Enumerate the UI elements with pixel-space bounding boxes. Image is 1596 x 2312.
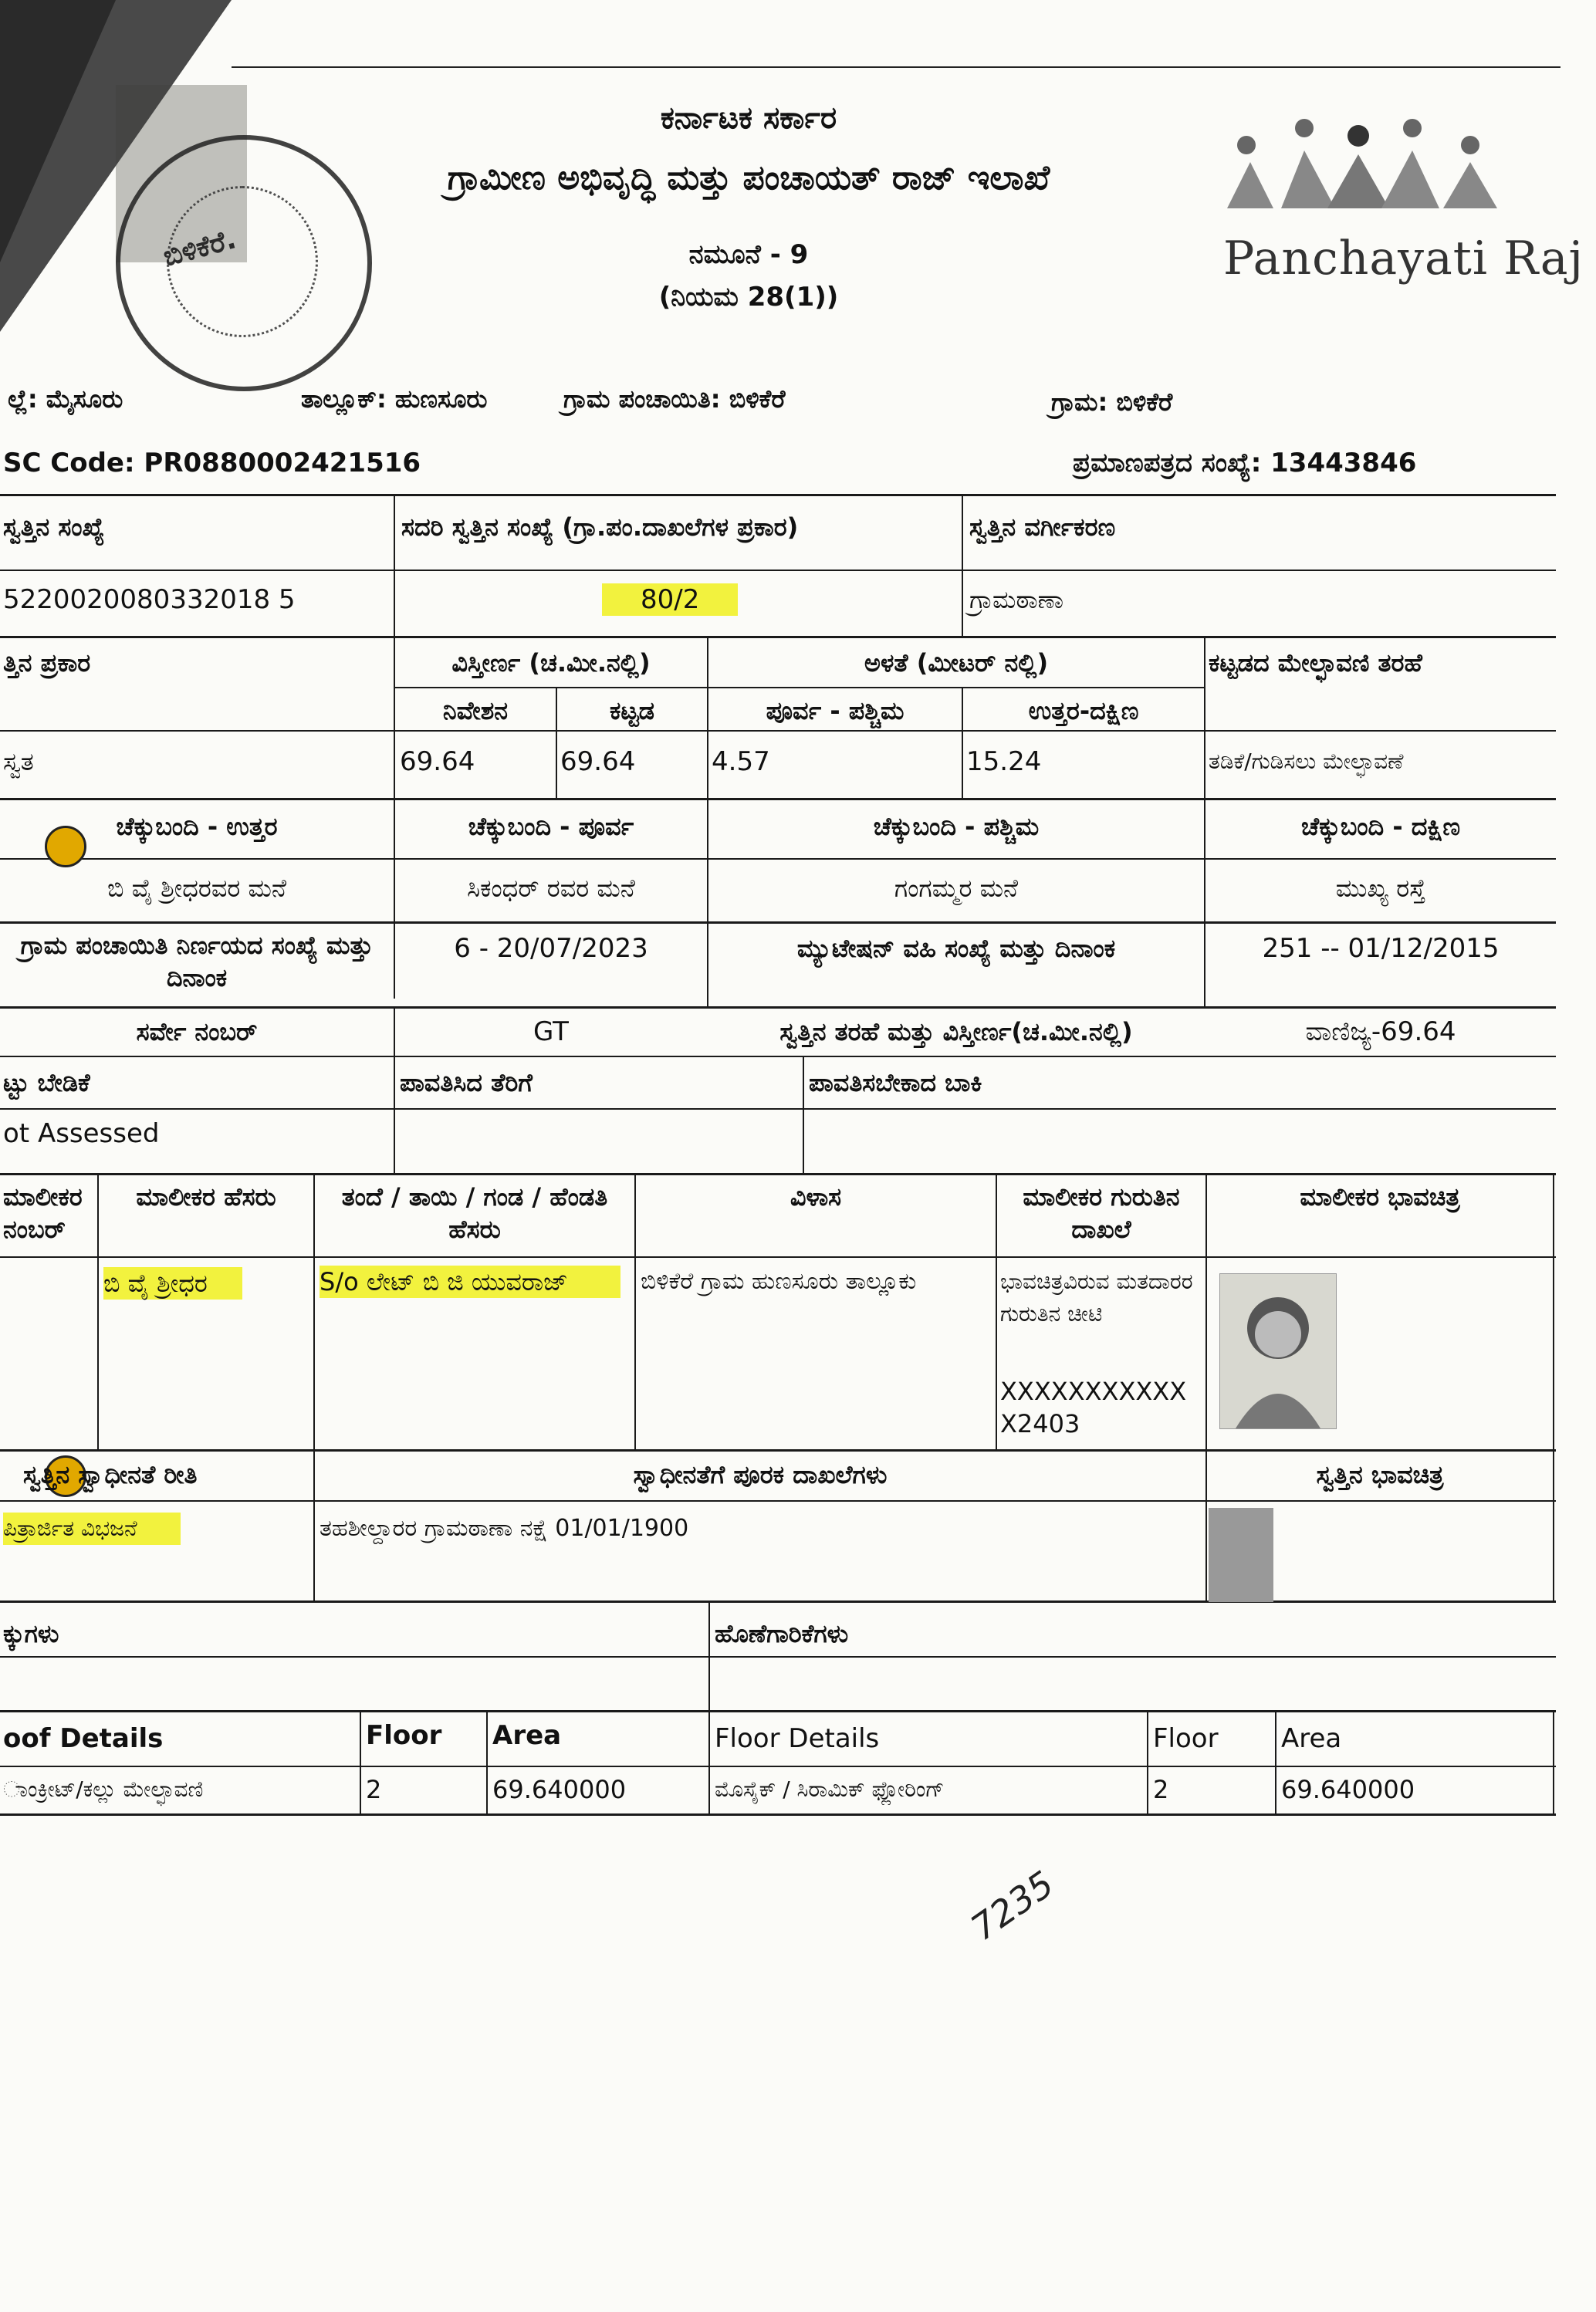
total-demand: ot Assessed (3, 1118, 160, 1149)
owner-name: ಬಿ ವೈ ಶ್ರೀಧರ (103, 1267, 242, 1300)
vline (634, 1173, 636, 1449)
building-area: 69.64 (560, 746, 636, 777)
header-usage: ಸ್ವತ್ತಿನ ತರಹೆ ಮತ್ತು ವಿಸ್ತೀರ್ಣ(ಚ.ಮೀ.ನಲ್ಲಿ) (779, 1017, 1133, 1046)
id-document-type: ಭಾವಚಿತ್ರವಿರುವ ಮತದಾರರ ಗುರುತಿನ ಚೀಟಿ (1000, 1269, 1193, 1327)
hline (0, 858, 1556, 860)
header-floor-2: Floor (1153, 1723, 1219, 1754)
header-property-number: ಸ್ವತ್ತಿನ ಸಂಖ್ಯೆ (3, 512, 105, 542)
west-boundary: ಗಂಗಮ್ಮರ ಮನೆ (894, 874, 1019, 903)
header-floor-1: Floor (366, 1720, 442, 1751)
header-north-south: ಉತ್ತರ-ದಕ್ಷಿಣ (1028, 696, 1139, 725)
ownership-documents: ತಹಶೀಲ್ದಾರರ ಗ್ರಾಮಠಾಣಾ ನಕ್ಷೆ 01/01/1900 (320, 1515, 689, 1542)
header-west-boundary: ಚೆಕ್ಕುಬಂದಿ - ಪಶ್ಚಿಮ (873, 812, 1040, 841)
header-property-photo: ಸ್ವತ್ತಿನ ಭಾವಚಿತ್ರ (1316, 1460, 1444, 1489)
owner-address: ಬಿಳಿಕೆರೆ ಗ್ರಾಮ ಹುಣಸೂರು ತಾಲ್ಲೂಕು (641, 1268, 917, 1295)
property-classification: ಗ್ರಾಮಠಾಣಾ (969, 585, 1063, 614)
hline (0, 1500, 1556, 1502)
gp-resolution: 6 - 20/07/2023 (454, 933, 648, 964)
header-id-document: ಮಾಲೀಕರ ಗುರುತಿನ ದಾಖಲೆ (1023, 1182, 1180, 1244)
vline (97, 1173, 99, 1449)
header-owner-number: ಮಾಲೀಕರ ನಂಬರ್ (3, 1182, 83, 1244)
header-due: ಪಾವತಿಸಬೇಕಾದ ಬಾಕಿ (809, 1068, 982, 1097)
header-classification: ಸ್ವತ್ತಿನ ವರ್ಗೀಕರಣ (969, 512, 1116, 542)
logo-text: Panchayati Raj (1223, 232, 1584, 286)
vline (1205, 1173, 1207, 1600)
hline (0, 1056, 1556, 1057)
header-liabilities: ಹೊಣೆಗಾರಿಕೆಗಳು (715, 1619, 849, 1648)
header-paid-tax: ಪಾವತಿಸಿದ ತೆರಿಗೆ (400, 1068, 533, 1097)
header-owner-photo: ಮಾಲೀಕರ ಭಾವಚಿತ್ರ (1300, 1182, 1460, 1212)
header-total-demand: ಟ್ಟು ಬೇಡಿಕೆ (3, 1068, 90, 1097)
header-survey-number: ಸರ್ವೇ ನಂಬರ್ (136, 1017, 258, 1046)
header-building: ಕಟ್ಟಡ (610, 696, 654, 725)
person-photo-icon (1220, 1274, 1336, 1428)
header-mutation: ಮ್ಯುಟೇಷನ್ ವಹಿ ಸಂಖ್ಯೆ ಮತ್ತು ದಿನಾಂಕ (796, 934, 1116, 963)
roof-details: ಾಂಕ್ರೀಟ್/ಕಲ್ಲು ಮೇಲ್ಛಾವಣಿ (3, 1776, 204, 1802)
certificate-number: ಪ್ರಮಾಣಪತ್ರದ ಸಂಖ್ಯೆ: 13443846 (1073, 448, 1417, 478)
gp-label: ಗ್ರಾಮ ಪಂಚಾಯಿತಿ: ಬಿಳಿಕೆರೆ (563, 384, 786, 414)
hline (0, 1006, 1556, 1009)
roof-type: ತಡಿಕೆ/ಗುಡಿಸಲು ಮೇಲ್ಛಾವಣೆ (1209, 749, 1404, 774)
floor-2: 2 (1153, 1775, 1169, 1804)
header-site: ನಿವೇಶನ (442, 696, 509, 725)
corner-shadow-dark (0, 0, 116, 262)
hline (0, 636, 1556, 638)
dept-title: ಗ್ರಾಮೀಣ ಅಭಿವೃದ್ಧಿ ಮತ್ತು ಪಂಚಾಯತ್ ರಾಜ್ ಇಲಾಖೆ (447, 158, 1050, 198)
header-roof-details: oof Details (3, 1723, 164, 1754)
header-area: ವಿಸ್ತೀರ್ಣ (ಚ.ಮೀ.ನಲ್ಲಿ) (451, 648, 651, 678)
header-address: ವಿಳಾಸ (790, 1182, 842, 1212)
header-property-type: ತ್ತಿನ ಪ್ರಕಾರ (3, 648, 91, 678)
header-gp-resolution: ಗ್ರಾಮ ಪಂಚಾಯಿತಿ ನಿರ್ಣಯದ ಸಂಖ್ಯೆ ಮತ್ತು ದಿನಾಂಕ (20, 931, 374, 992)
vline (1553, 1173, 1554, 1600)
hline (0, 1766, 1556, 1767)
govt-title: ಕರ್ನಾಟಕ ಸರ್ಕಾರ (660, 100, 837, 136)
header-area-1: Area (492, 1720, 562, 1751)
old-property-number: 80/2 (602, 583, 738, 616)
hline (0, 1256, 1556, 1258)
vline (360, 1710, 361, 1815)
east-boundary: ಸಿಕಂಧರ್ ರವರ ಮನೆ (467, 874, 635, 903)
mutation-register: 251 -- 01/12/2015 (1262, 933, 1500, 964)
header-north-boundary: ಚೆಕ್ಕುಬಂದಿ - ಉತ್ತರ (116, 812, 278, 841)
hline (0, 798, 1556, 800)
vline (708, 1602, 710, 1710)
property-type: ಸ್ವತ (3, 747, 34, 776)
ownership-mode: ಪಿತ್ರಾರ್ಜಿತ ವಿಭಜನೆ (3, 1513, 181, 1545)
hline (0, 1173, 1556, 1175)
usage-area: ವಾಣಿಜ್ಯ-69.64 (1305, 1016, 1456, 1047)
owner-photo (1219, 1273, 1337, 1429)
header-dimensions: ಅಳತೆ (ಮೀಟರ್ ನಲ್ಲಿ) (864, 648, 1049, 678)
area-2: 69.640000 (1281, 1775, 1415, 1804)
vline (803, 1056, 804, 1173)
header-rights: ಕ್ಕುಗಳು (3, 1619, 59, 1648)
header-ownership-mode: ಸ್ವತ್ತಿನ ಸ್ವಾಧೀನತೆ ರೀತಿ (23, 1460, 198, 1489)
property-number: 5220020080332018 5 (3, 584, 296, 615)
vline (1275, 1710, 1276, 1815)
vline (962, 494, 963, 637)
vline (1147, 1710, 1148, 1815)
hline (0, 1600, 1556, 1603)
survey-number: GT (533, 1016, 569, 1047)
vline (708, 1710, 710, 1815)
seal-text: ಬಿಳಿಕೆರೆ. (160, 223, 240, 273)
header-area-2: Area (1281, 1723, 1342, 1754)
hline (0, 1449, 1556, 1452)
district-label: ಲ್ಲೆ: ಮೈಸೂರು (8, 384, 123, 414)
header-south-boundary: ಚೆಕ್ಕುಬಂದಿ - ದಕ್ಷಿಣ (1300, 812, 1461, 841)
header-roof-type: ಕಟ್ಟಡದ ಮೇಲ್ಛಾವಣಿ ತರಹೆ (1209, 648, 1422, 678)
form-number: ನಮೂನೆ - 9 (688, 239, 809, 270)
floor-1: 2 (366, 1775, 382, 1804)
floor-details: ಮೊಸೈಕ್ / ಸಿರಾಮಿಕ್ ಫ್ಲೋರಿಂಗ್ (715, 1776, 945, 1802)
north-south-length: 15.24 (966, 746, 1042, 777)
vline (1553, 1710, 1554, 1815)
header-ownership-documents: ಸ್ವಾಧೀನತೆಗೆ ಪೂರಕ ದಾಖಲೆಗಳು (633, 1460, 888, 1489)
south-boundary: ಮುಖ್ಯ ರಸ್ತೆ (1335, 874, 1426, 903)
hline (0, 1656, 1556, 1658)
hline (0, 1813, 1556, 1816)
hline (0, 921, 1556, 924)
header-old-number: ಸದರಿ ಸ್ವತ್ತಿನ ಸಂಖ್ಯೆ (ಗ್ರಾ.ಪಂ.ದಾಖಲೆಗಳ ಪ್ರಕಾರ) (401, 512, 799, 542)
header-east-boundary: ಚೆಕ್ಕುಬಂದಿ - ಪೂರ್ವ (468, 812, 634, 841)
hline (0, 730, 1556, 732)
header-parent-name: ತಂದೆ / ತಾಯಿ / ಗಂಡ / ಹೆಂಡತಿ ಹೆಸರು (341, 1182, 608, 1244)
hline (0, 494, 1556, 496)
vline (486, 1710, 488, 1815)
east-west-length: 4.57 (712, 746, 770, 777)
area-1: 69.640000 (492, 1775, 627, 1804)
rule-number: (ನಿಯಮ 28(1)) (658, 282, 839, 313)
code-label: SC Code: PR0880002421516 (3, 448, 421, 478)
site-area: 69.64 (400, 746, 475, 777)
vline (394, 494, 395, 999)
north-boundary: ಬಿ ವೈ ಶ್ರೀಧರವರ ಮನೆ (107, 874, 286, 903)
hline (0, 1108, 1556, 1110)
top-border-line (232, 66, 1560, 68)
taluk-label: ತಾಲ್ಲೂಕ್: ಹುಣಸೂರು (301, 384, 488, 414)
handwritten-annotation: 7235 (963, 1862, 1062, 1949)
header-east-west: ಪೂರ್ವ - ಪಶ್ಚಿಮ (766, 696, 905, 725)
village-label: ಗ್ರಾಮ: ಬಿಳಿಕೆರೆ (1051, 387, 1173, 417)
property-photo (1209, 1508, 1273, 1602)
parent-name: S/o ಲೇಟ್ ಬಿ ಜಿ ಯುವರಾಜ್ (320, 1266, 620, 1298)
header-owner-name: ಮಾಲೀಕರ ಹೆಸರು (136, 1182, 276, 1212)
id-document-number: XXXXXXXXXXXX2403 (1000, 1377, 1187, 1438)
hline (0, 570, 1556, 571)
hline (394, 687, 1204, 688)
hline (0, 1710, 1556, 1712)
header-floor-details: Floor Details (715, 1723, 880, 1754)
